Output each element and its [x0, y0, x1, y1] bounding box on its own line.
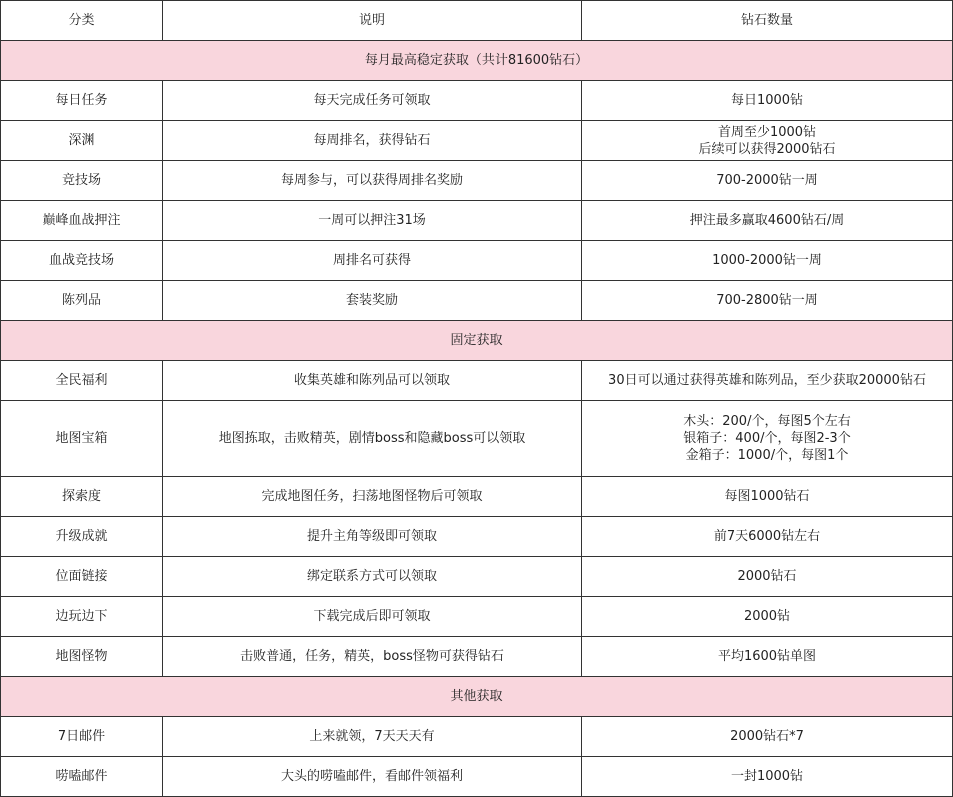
cell-description: 每周排名，获得钻石 [163, 121, 582, 161]
cell-amount [582, 401, 953, 477]
table-row [1, 401, 953, 477]
amount-line: 700-2000钻一周 [716, 173, 818, 188]
table-row [1, 361, 953, 401]
amount-line: 2000钻 [743, 609, 791, 624]
cell-category: 深渊 [1, 121, 163, 161]
amount-line: 首周至少1000钻 [717, 124, 817, 140]
amount-line: 1000-2000钻一周 [712, 253, 822, 268]
section-row [1, 677, 953, 717]
cell-category: 唠嗑邮件 [1, 757, 163, 797]
cell-amount [582, 201, 953, 241]
header-description: 说明 [163, 1, 582, 41]
cell-category: 竞技场 [1, 161, 163, 201]
cell-category: 全民福利 [1, 361, 163, 401]
table-row [1, 121, 953, 161]
header-category: 分类 [1, 1, 163, 41]
section-title: 每月最高稳定获取（共计81600钻石） [1, 41, 953, 81]
cell-description: 一周可以押注31场 [163, 201, 582, 241]
table-row [1, 717, 953, 757]
amount-line: 一封1000钻 [730, 769, 804, 784]
amount-line: 押注最多赢取4600钻石/周 [689, 213, 845, 228]
table-row [1, 637, 953, 677]
cell-category: 边玩边下 [1, 597, 163, 637]
amount-line: 每图1000钻石 [724, 489, 810, 504]
cell-amount [582, 517, 953, 557]
cell-description: 周排名可获得 [163, 241, 582, 281]
header-row [1, 1, 953, 41]
cell-category: 地图怪物 [1, 637, 163, 677]
amount-line: 后续可以获得2000钻石 [698, 141, 836, 157]
cell-amount [582, 757, 953, 797]
cell-amount [582, 81, 953, 121]
cell-category: 巅峰血战押注 [1, 201, 163, 241]
table-row [1, 281, 953, 321]
amount-line: 每日1000钻 [730, 93, 804, 108]
amount-line: 金箱子：1000/个，每图1个 [685, 448, 849, 463]
amount-line: 700-2800钻一周 [716, 293, 818, 308]
table-row [1, 161, 953, 201]
table-row [1, 201, 953, 241]
cell-description: 地图拣取，击败精英，剧情boss和隐藏boss可以领取 [163, 401, 582, 477]
cell-description: 每天完成任务可领取 [163, 81, 582, 121]
cell-category: 探索度 [1, 477, 163, 517]
cell-category: 升级成就 [1, 517, 163, 557]
cell-amount [582, 161, 953, 201]
cell-amount [582, 717, 953, 757]
cell-description: 每周参与，可以获得周排名奖励 [163, 161, 582, 201]
cell-description: 完成地图任务，扫荡地图怪物后可领取 [163, 477, 582, 517]
cell-amount [582, 477, 953, 517]
cell-description: 上来就领，7天天天有 [163, 717, 582, 757]
table-row [1, 477, 953, 517]
cell-amount [582, 361, 953, 401]
cell-amount [582, 637, 953, 677]
cell-amount [582, 597, 953, 637]
amount-line: 2000钻石*7 [730, 729, 804, 744]
cell-description: 提升主角等级即可领取 [163, 517, 582, 557]
cell-amount [582, 121, 953, 161]
amount-line: 平均1600钻单图 [717, 649, 817, 664]
cell-description: 下载完成后即可领取 [163, 597, 582, 637]
cell-description: 击败普通，任务，精英，boss怪物可获得钻石 [163, 637, 582, 677]
cell-description: 套装奖励 [163, 281, 582, 321]
amount-line: 银箱子：400/个，每图2-3个 [683, 431, 851, 446]
table-row [1, 757, 953, 797]
cell-amount [582, 241, 953, 281]
cell-category: 地图宝箱 [1, 401, 163, 477]
cell-category: 陈列品 [1, 281, 163, 321]
amount-line: 木头：200/个，每图5个左右 [683, 414, 851, 429]
cell-description: 绑定联系方式可以领取 [163, 557, 582, 597]
amount-line: 30日可以通过获得英雄和陈列品，至少获取20000钻石 [608, 373, 926, 388]
section-row [1, 41, 953, 81]
table-row [1, 517, 953, 557]
cell-description: 大头的唠嗑邮件，看邮件领福利 [163, 757, 582, 797]
cell-description: 收集英雄和陈列品可以领取 [163, 361, 582, 401]
header-amount: 钻石数量 [582, 1, 953, 41]
amount-line: 2000钻石 [737, 569, 797, 584]
table-row [1, 81, 953, 121]
cell-amount [582, 557, 953, 597]
cell-category: 血战竞技场 [1, 241, 163, 281]
amount-line: 前7天6000钻左右 [713, 529, 821, 544]
section-title: 其他获取 [1, 677, 953, 717]
cell-category: 7日邮件 [1, 717, 163, 757]
section-title: 固定获取 [1, 321, 953, 361]
table-row [1, 241, 953, 281]
cell-category: 位面链接 [1, 557, 163, 597]
section-row [1, 321, 953, 361]
table-row [1, 557, 953, 597]
table-body [1, 1, 953, 797]
table-row [1, 597, 953, 637]
cell-category: 每日任务 [1, 81, 163, 121]
cell-amount [582, 281, 953, 321]
